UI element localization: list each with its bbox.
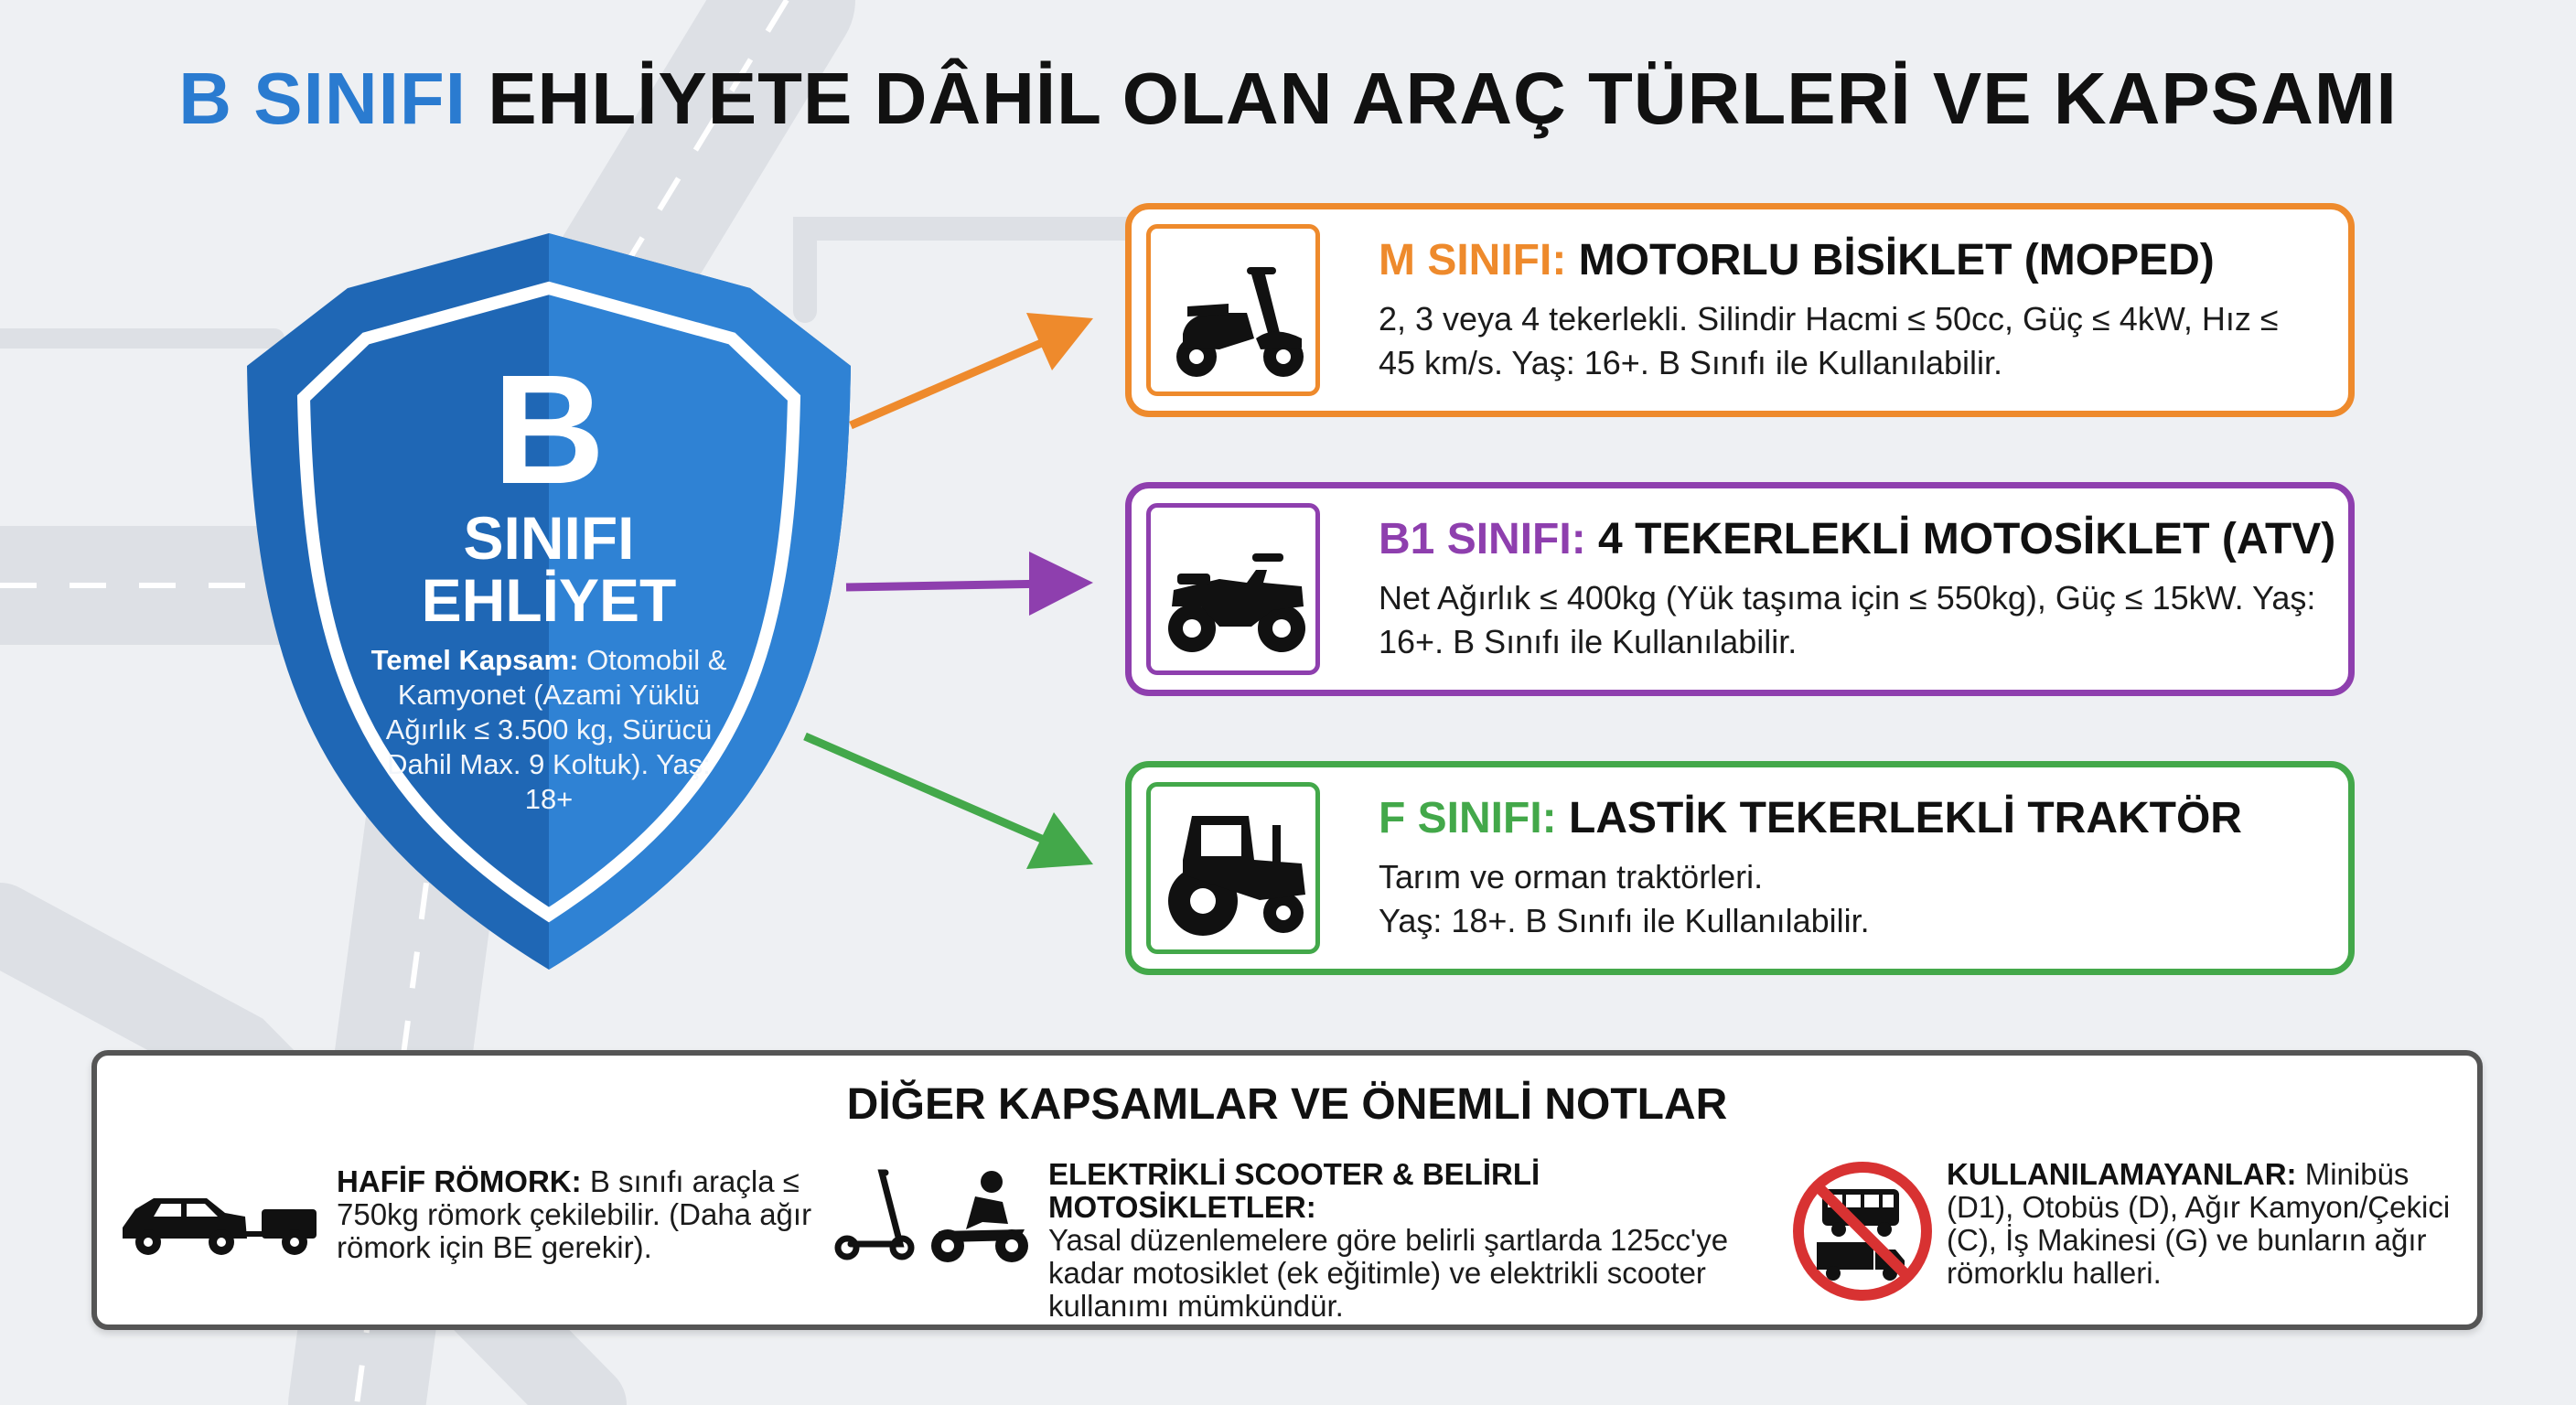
b-class-shield bbox=[238, 224, 860, 983]
title-rest: EHLİYETE DÂHİL OLAN ARAÇ TÜRLERİ VE KAPSAMI bbox=[488, 58, 2398, 139]
shield-line2: EHLİYET bbox=[421, 566, 677, 634]
card-icon-box bbox=[1146, 503, 1320, 675]
notes-panel bbox=[91, 1050, 2483, 1330]
shield-line1: SINIFI bbox=[463, 504, 635, 572]
arrow-head-b1 bbox=[1029, 552, 1093, 616]
card-desc-line1: Tarım ve orman traktörleri. bbox=[1379, 858, 1764, 896]
card-heading bbox=[1379, 514, 2335, 564]
atv-icon bbox=[1165, 526, 1311, 663]
car-trailer-icon bbox=[117, 1182, 327, 1264]
card-icon-box bbox=[1146, 224, 1320, 396]
card-description: 2, 3 veya 4 tekerlekli. Silindir Hacmi ≤ 50cc, Güç ≤ 4kW, Hız ≤ 45 km/s. Yaş: 16+. B Sınıfı ile Kullanılabilir. bbox=[1379, 300, 2279, 381]
notes-title: DİĞER KAPSAMLAR VE ÖNEMLİ NOTLAR bbox=[846, 1080, 1728, 1129]
shield-description bbox=[366, 643, 732, 817]
card-title: 4 TEKERLEKLİ MOTOSİKLET (ATV) bbox=[1598, 515, 2336, 563]
card-m-class bbox=[1125, 203, 2355, 417]
card-title: LASTİK TEKERLEKLİ TRAKTÖR bbox=[1569, 794, 2242, 842]
card-title: MOTORLU BİSİKLET (MOPED) bbox=[1578, 236, 2215, 284]
moped-icon bbox=[1165, 247, 1311, 384]
note-scooter-motorcycle bbox=[1048, 1158, 1762, 1323]
page-title bbox=[0, 57, 2576, 141]
note-text: B sınıfı araçla ≤ 750kg römork çekilebilir. (Daha ağır römork için BE gerekir). bbox=[337, 1164, 812, 1264]
shield-desc-text: Otomobil & Kamyonet (Azami Yüklü Ağırlık ≤ 3.500 kg, Sürücü Dahil Max. 9 Koltuk). Yaş: 18+ bbox=[385, 644, 727, 815]
card-b1-class bbox=[1125, 482, 2355, 696]
card-class-label: M SINIFI: bbox=[1379, 236, 1567, 284]
arrow-to-m bbox=[851, 338, 1052, 425]
card-description: Net Ağırlık ≤ 400kg (Yük taşıma için ≤ 550kg), Güç ≤ 15kW. Yaş: 16+. B Sınıfı ile Kullanılabilir. bbox=[1379, 579, 2316, 660]
arrow-to-b1 bbox=[846, 584, 1052, 587]
note-label: KULLANILAMAYANLAR: bbox=[1947, 1157, 2297, 1191]
card-class-label: F SINIFI: bbox=[1379, 794, 1557, 842]
card-heading bbox=[1379, 793, 2242, 843]
note-text: Minibüs (D1), Otobüs (D), Ağır Kamyon/Çekici (C), İş Makinesi (G) ve bunların ağır römorklu halleri. bbox=[1947, 1157, 2451, 1290]
card-class-label: B1 SINIFI: bbox=[1379, 515, 1586, 563]
no-bus-truck-icon bbox=[1789, 1158, 1936, 1304]
note-label: HAFİF RÖMORK: bbox=[337, 1164, 582, 1198]
scooter-motorcycle-icon bbox=[829, 1165, 1039, 1266]
card-icon-box bbox=[1146, 782, 1320, 954]
note-label: ELEKTRİKLİ SCOOTER & BELİRLİ MOTOSİKLETLER: bbox=[1048, 1157, 1540, 1224]
title-highlight: B SINIFI bbox=[178, 58, 467, 139]
note-not-allowed bbox=[1947, 1158, 2477, 1290]
note-text: Yasal düzenlemelere göre belirli şartlarda 125cc'ye kadar motosiklet (ek eğitimle) ve elektrikli scooter kullanımı mümkündür. bbox=[1048, 1223, 1729, 1323]
card-heading bbox=[1379, 235, 2215, 285]
card-desc-line2: Yaş: 18+. B Sınıfı ile Kullanılabilir. bbox=[1379, 902, 1870, 939]
shield-desc-label: Temel Kapsam: bbox=[370, 644, 579, 676]
shield-letter: B bbox=[492, 343, 606, 517]
note-light-trailer bbox=[337, 1165, 812, 1264]
tractor-icon bbox=[1165, 805, 1311, 942]
card-description bbox=[1379, 855, 2321, 943]
card-f-class bbox=[1125, 761, 2355, 975]
